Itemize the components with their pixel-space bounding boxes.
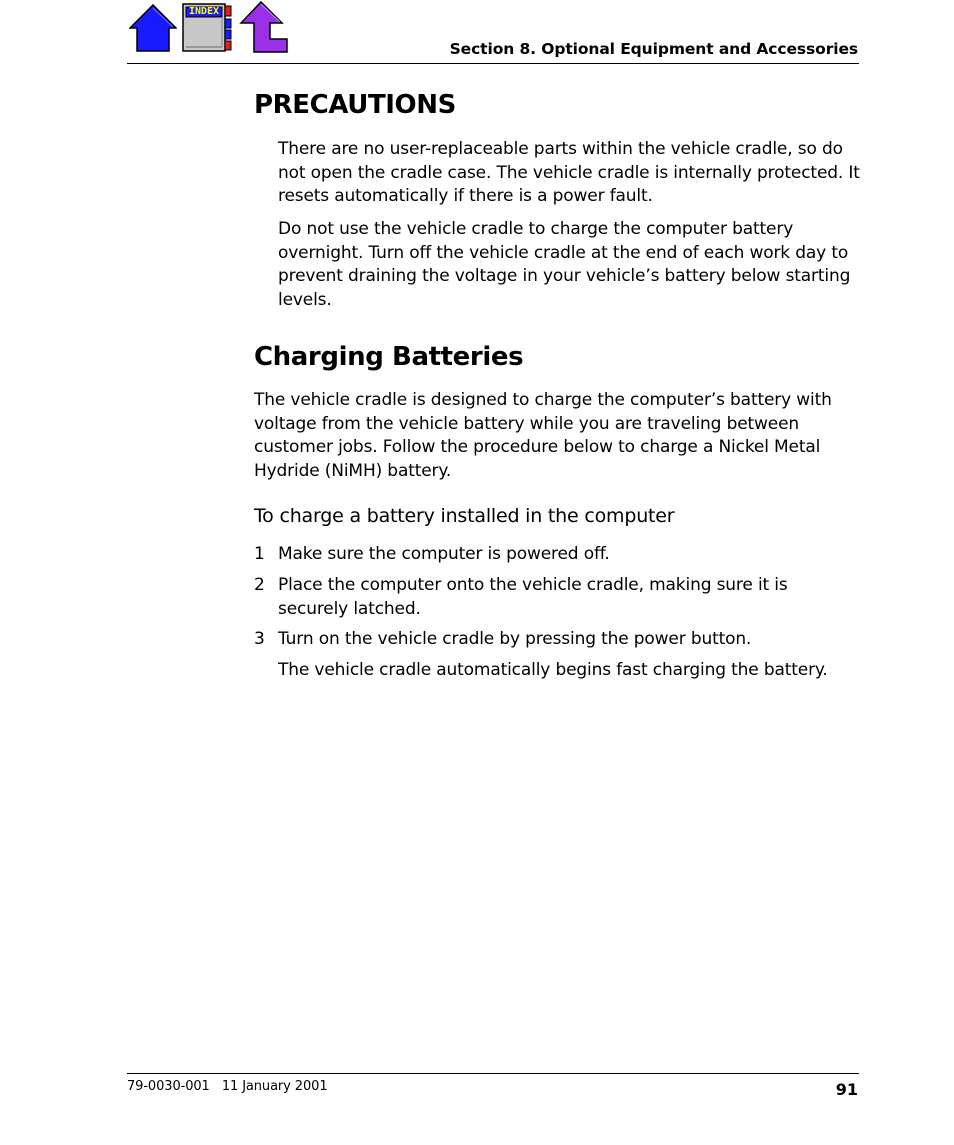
footer-rule [127, 1073, 859, 1074]
index-button[interactable] [182, 3, 232, 53]
step-text: Make sure the computer is powered off. [278, 544, 610, 564]
precautions-heading: PRECAUTIONS [254, 90, 456, 120]
procedure-step [254, 543, 874, 567]
charging-batteries-heading: Charging Batteries [254, 342, 524, 372]
back-button[interactable] [237, 1, 289, 53]
page-number: 91 [835, 1080, 858, 1099]
home-button[interactable] [129, 4, 177, 52]
document-info: 79-0030-001 11 January 2001 [127, 1079, 328, 1094]
charging-intro-paragraph: The vehicle cradle is designed to charge the computer’s battery with voltage from the vehicle battery while you are traveling between customer jobs. Follow the procedure below to charge a Nickel Metal Hydride (NiMH) battery. [254, 390, 832, 481]
procedure-title: To charge a battery installed in the computer [254, 505, 675, 527]
step-number: 1 [254, 544, 265, 564]
procedure-step [254, 628, 874, 652]
precautions-paragraph-1: There are no user-replaceable parts within the vehicle cradle, so do not open the cradle case. The vehicle cradle is internally protected. It resets automatically if there is a power fault. [278, 139, 860, 207]
procedure-step [254, 574, 874, 622]
step-text: Place the computer onto the vehicle cradle, making sure it is securely latched. [278, 575, 788, 619]
home-icon [129, 4, 177, 52]
step-number: 2 [254, 575, 265, 595]
precautions-paragraph-2: Do not use the vehicle cradle to charge the computer battery overnight. Turn off the vehicle cradle at the end of each work day to prevent draining the voltage in your vehicle’s battery below starting levels. [278, 219, 851, 310]
section-title: Section 8. Optional Equipment and Accessories [449, 40, 858, 58]
index-label: INDEX [188, 6, 220, 17]
step-number: 3 [254, 629, 265, 649]
header-rule [127, 63, 859, 64]
step-result-text: The vehicle cradle automatically begins fast charging the battery. [278, 660, 828, 680]
step-text: Turn on the vehicle cradle by pressing the power button. [278, 629, 752, 649]
up-arrow-icon [237, 1, 289, 53]
